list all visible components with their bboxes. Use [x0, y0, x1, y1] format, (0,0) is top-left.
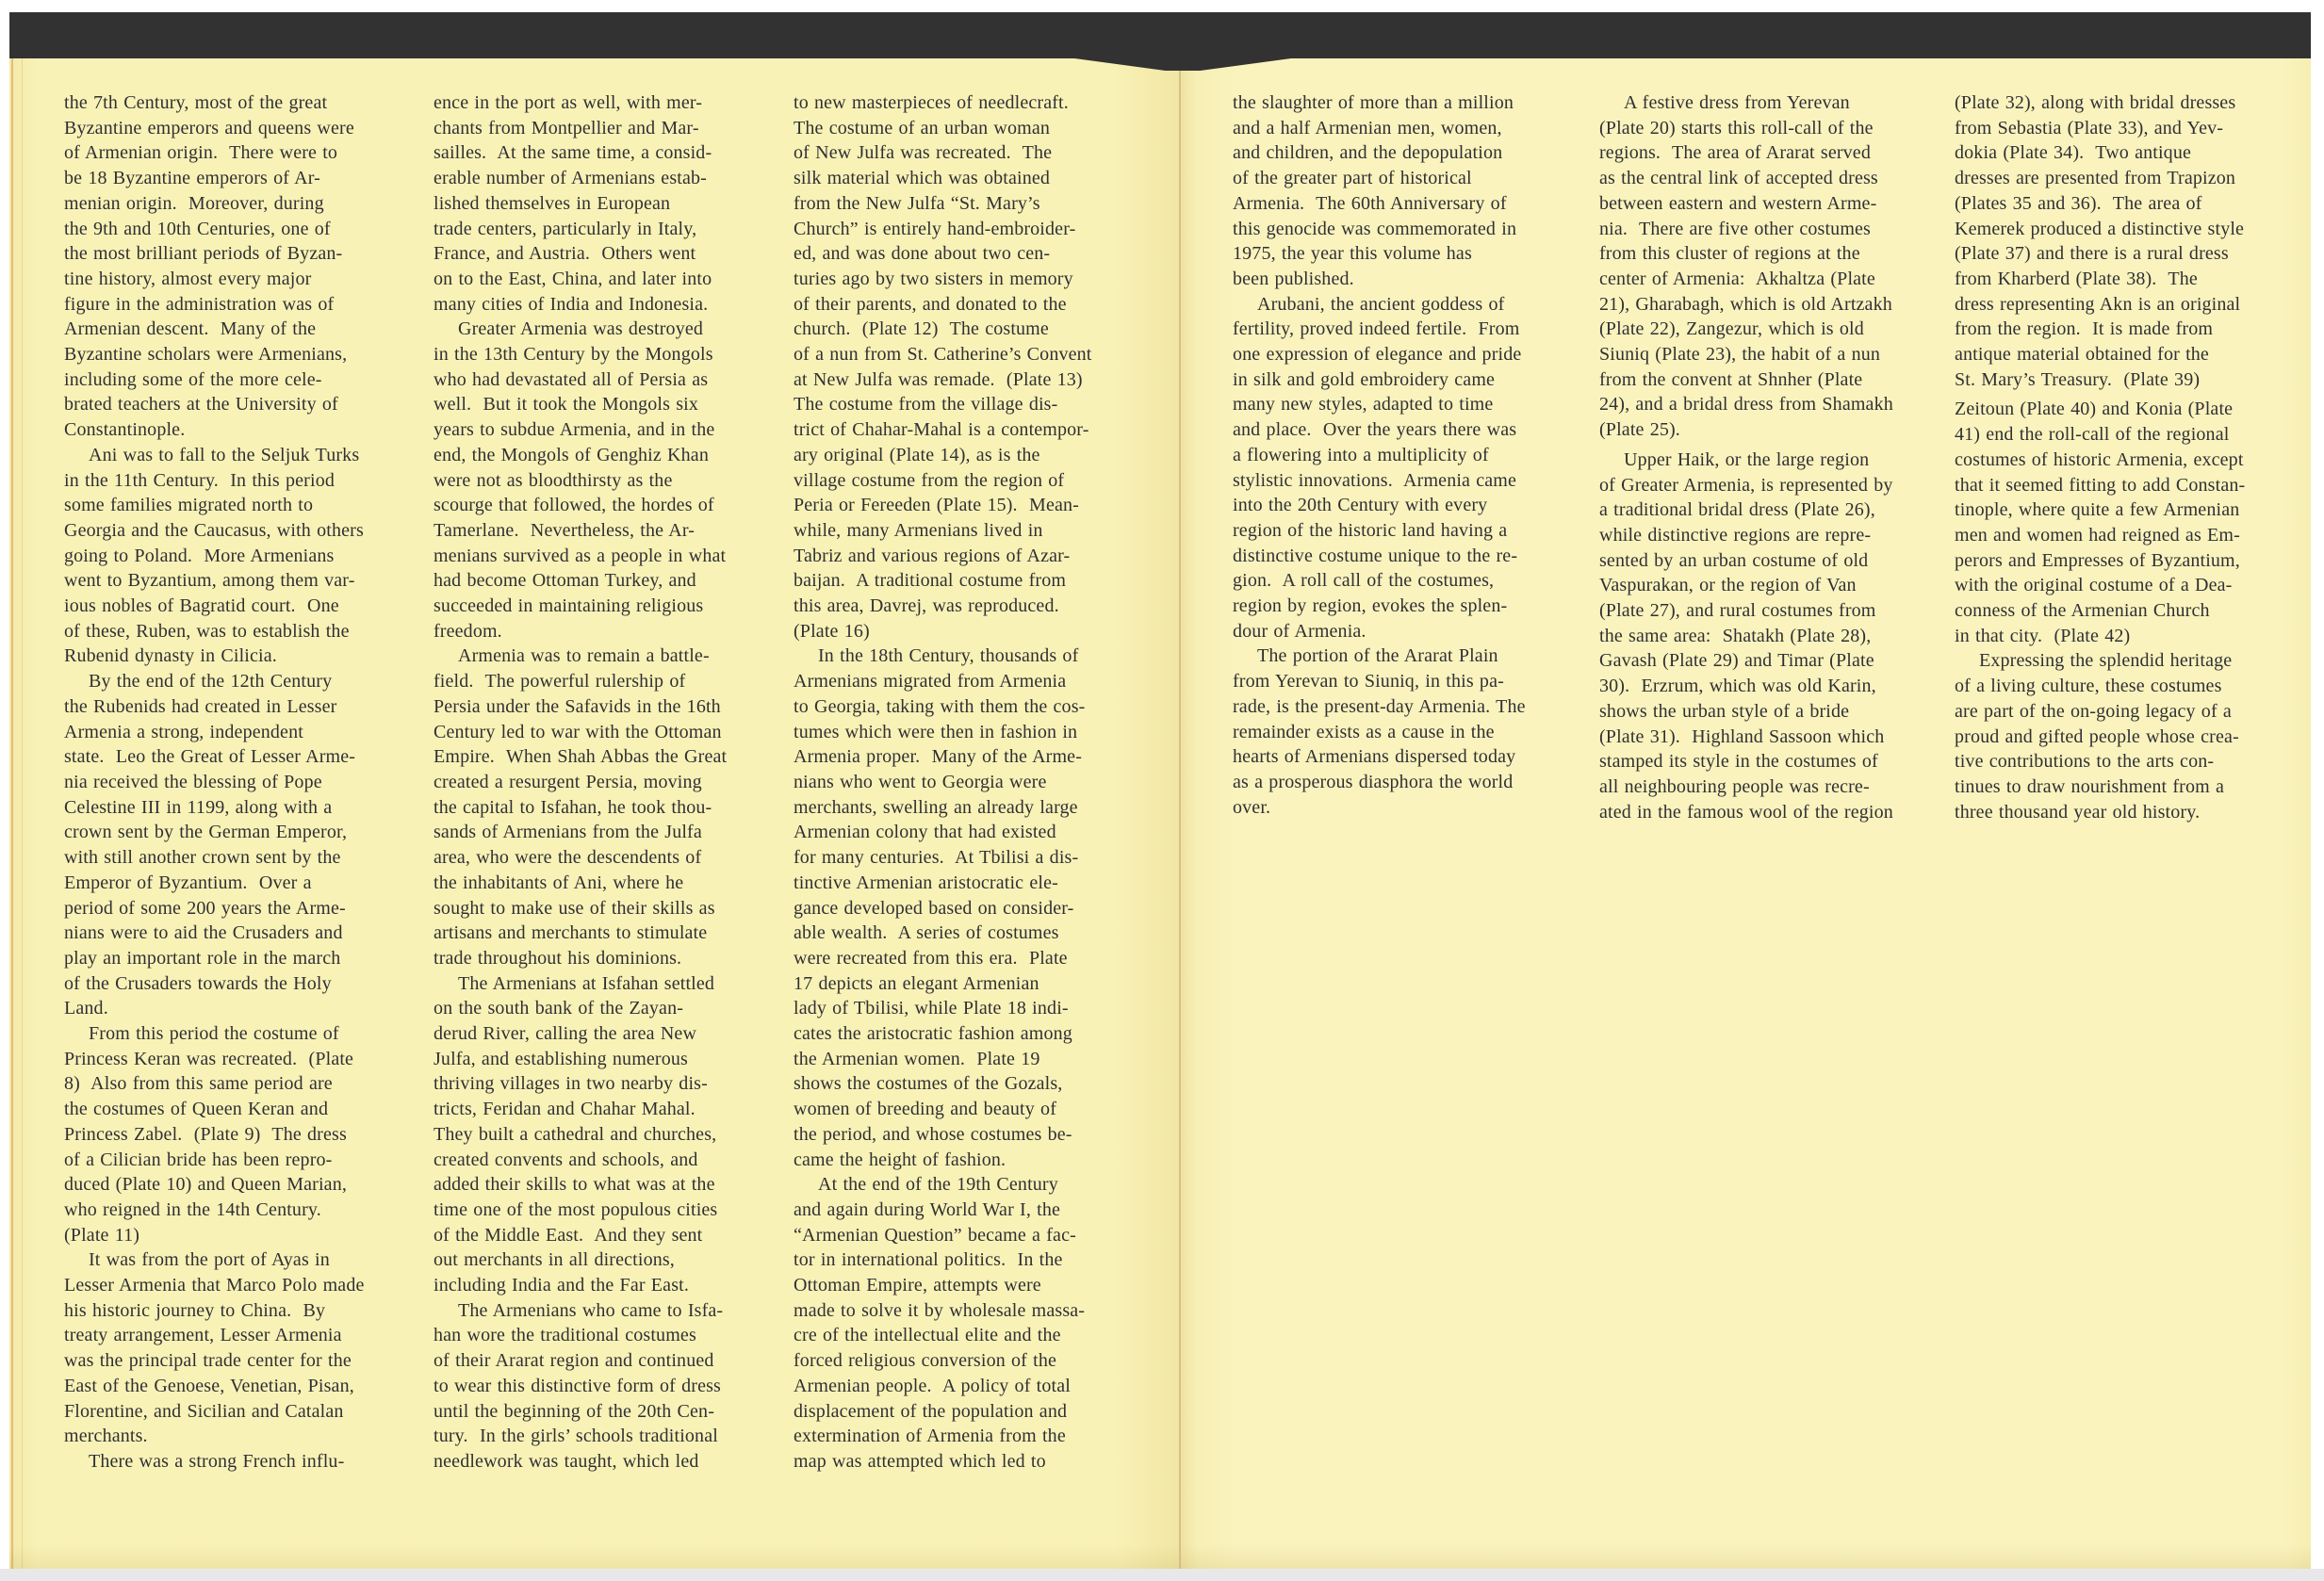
text-line: the inhabitants of Ani, where he	[434, 872, 684, 893]
text-line: play an important role in the march	[64, 947, 341, 969]
text-line: Armenia. The 60th Anniversary of	[1233, 192, 1507, 214]
text-line: tinctive Armenian aristocratic ele-	[794, 872, 1058, 893]
text-line: ary original (Plate 14), as is the	[794, 444, 1040, 465]
text-line: Lesser Armenia that Marco Polo made	[64, 1275, 365, 1296]
text-line: 30). Erzrum, which was old Karin,	[1599, 676, 1876, 697]
text-line: The Armenians who came to Isfa-	[458, 1299, 724, 1321]
text-line: trict of Chahar-Mahal is a contempor-	[794, 419, 1089, 441]
text-line: Rubenid dynasty in Cilicia.	[64, 645, 277, 667]
text-line: of the Middle East. And they sent	[434, 1224, 703, 1246]
text-line: tive contributions to the arts con-	[1955, 751, 2215, 773]
text-line: tinues to draw nourishment from a	[1955, 775, 2225, 797]
text-line: trade centers, particularly in Italy,	[434, 218, 697, 239]
text-line: this area, Davrej, was reproduced.	[794, 595, 1059, 617]
text-line: A festive dress from Yerevan	[1624, 92, 1850, 113]
text-line: The costume of an urban woman	[794, 117, 1051, 139]
text-line: menians survived as a people in what	[434, 545, 727, 566]
text-line: derud River, calling the area New	[434, 1023, 697, 1045]
paragraph	[64, 669, 420, 1021]
text-line: dour of Armenia.	[1233, 620, 1367, 642]
text-line: fertility, proved indeed fertile. From	[1233, 318, 1520, 340]
text-line: who reigned in the 14th Century.	[64, 1198, 321, 1220]
text-line: merchants, swelling an already large	[794, 796, 1078, 818]
text-line: Upper Haik, or the large region	[1624, 448, 1870, 470]
paragraph	[64, 443, 420, 669]
text-line: Tamerlane. Nevertheless, the Ar-	[434, 519, 696, 541]
text-line: nians were to aid the Crusaders and	[64, 922, 343, 944]
text-line: been published.	[1233, 268, 1354, 289]
text-line: sailles. At the same time, a consid-	[434, 142, 712, 164]
text-line: In the 18th Century, thousands of	[818, 645, 1079, 667]
paragraph	[1955, 648, 2311, 824]
paragraph	[434, 317, 790, 644]
text-line: from the convent at Shnher (Plate	[1599, 368, 1863, 390]
text-line: hearts of Armenians dispersed today	[1233, 746, 1516, 768]
text-line: Georgia and the Caucasus, with others	[64, 519, 364, 541]
text-line: came the height of fashion.	[794, 1149, 1007, 1170]
text-line: men and women had reigned as Em-	[1955, 524, 2240, 546]
text-line: It was from the port of Ayas in	[89, 1249, 330, 1271]
text-line: as a prosperous diasphora the world	[1233, 771, 1514, 792]
text-line: Celestine III in 1199, along with a	[64, 796, 333, 818]
left-page-edge-line	[11, 58, 13, 1569]
text-line: stylistic innovations. Armenia came	[1233, 469, 1517, 491]
text-line: to Georgia, taking with them the cos-	[794, 695, 1086, 717]
text-line: the Rubenids had created in Lesser	[64, 695, 337, 717]
text-line: on the south bank of the Zayan-	[434, 998, 684, 1019]
text-line: was the principal trade center for the	[64, 1350, 352, 1372]
text-line: of their parents, and donated to the	[794, 293, 1067, 315]
text-line: that it seemed fitting to add Constan-	[1955, 474, 2246, 496]
text-line: his historic journey to China. By	[64, 1299, 326, 1321]
text-line: ence in the port as well, with mer-	[434, 92, 703, 113]
text-line: the 9th and 10th Centuries, one of	[64, 218, 331, 239]
text-line: ed, and was done about two cen-	[794, 243, 1051, 265]
text-line: in that city. (Plate 42)	[1955, 625, 2131, 646]
text-line: went to Byzantium, among them var-	[64, 570, 355, 592]
text-line: Peria or Fereeden (Plate 15). Mean-	[794, 495, 1079, 516]
text-line: gance developed based on consider-	[794, 897, 1074, 919]
text-line: of these, Ruben, was to establish the	[64, 620, 350, 642]
text-line: scourge that followed, the hordes of	[434, 495, 714, 516]
text-line: the 7th Century, most of the great	[64, 92, 328, 113]
text-line: Persia under the Safavids in the 16th	[434, 695, 721, 717]
text-line: 41) end the roll-call of the regional	[1955, 424, 2230, 446]
text-line: ious nobles of Bagratid court. One	[64, 595, 339, 617]
text-line: region of the historic land having a	[1233, 519, 1508, 541]
text-line: Gavash (Plate 29) and Timar (Plate	[1599, 650, 1874, 672]
text-line: Florentine, and Sicilian and Catalan	[64, 1400, 344, 1422]
text-line: menian origin. Moreover, during	[64, 192, 324, 214]
text-line: are part of the on-going legacy of a	[1955, 700, 2232, 722]
text-line: the Armenian women. Plate 19	[794, 1048, 1040, 1069]
text-line: The portion of the Ararat Plain	[1257, 645, 1498, 667]
paragraph	[434, 971, 790, 1298]
book-spread	[9, 58, 2311, 1569]
text-line: brated teachers at the University of	[64, 394, 338, 416]
text-line: Kemerek produced a distinctive style	[1955, 218, 2245, 239]
text-line: 8) Also from this same period are	[64, 1073, 333, 1095]
text-line: a traditional bridal dress (Plate 26),	[1599, 499, 1875, 521]
text-line: (Plate 16)	[794, 620, 870, 642]
text-line: dress representing Akn is an original	[1955, 293, 2241, 315]
text-line: tricts, Feridan and Chahar Mahal.	[434, 1099, 696, 1120]
text-line: the same area: Shatakh (Plate 28),	[1599, 625, 1872, 646]
text-line: women of breeding and beauty of	[794, 1099, 1057, 1120]
text-column-3	[794, 90, 1150, 1475]
text-line: regions. The area of Ararat served	[1599, 142, 1871, 164]
text-line: field. The powerful rulership of	[434, 671, 686, 693]
text-line: many new styles, adapted to time	[1233, 394, 1494, 416]
text-line: and a half Armenian men, women,	[1233, 117, 1502, 139]
text-line: Armenia proper. Many of the Arme-	[794, 746, 1083, 768]
text-line: freedom.	[434, 620, 502, 642]
text-line: antique material obtained for the	[1955, 344, 2209, 366]
text-line: figure in the administration was of	[64, 293, 335, 315]
text-line: in silk and gold embroidery came	[1233, 368, 1496, 390]
text-line: time one of the most populous cities	[434, 1198, 718, 1220]
text-line: Tabriz and various regions of Azar-	[794, 545, 1071, 566]
text-line: (Plate 25).	[1599, 419, 1680, 441]
text-line: of the greater part of historical	[1233, 168, 1472, 189]
text-line: rade, is the present-day Armenia. The	[1233, 695, 1526, 717]
text-line: created a resurgent Persia, moving	[434, 771, 702, 792]
text-line: into the 20th Century with every	[1233, 495, 1488, 516]
bottom-gray-strip	[0, 1569, 2324, 1581]
text-line: the capital to Isfahan, he took thou-	[434, 796, 712, 818]
text-line: nia. There are five other costumes	[1599, 218, 1871, 239]
text-line: tury. In the girls’ schools traditional	[434, 1426, 718, 1447]
text-line: proud and gifted people whose crea-	[1955, 725, 2239, 747]
text-line: St. Mary’s Treasury. (Plate 39)	[1955, 368, 2201, 390]
text-line: the most brilliant periods of Byzan-	[64, 243, 343, 265]
text-line: stamped its style in the costumes of	[1599, 751, 1878, 773]
paragraph	[434, 644, 790, 970]
text-line: artisans and merchants to stimulate	[434, 922, 708, 944]
paragraph	[1599, 448, 1956, 825]
text-line: including some of the more cele-	[64, 368, 322, 390]
text-line: “Armenian Question” became a fac-	[794, 1224, 1076, 1246]
text-line: forced religious conversion of the	[794, 1350, 1057, 1372]
paragraph	[434, 1298, 790, 1475]
text-line: map was attempted which led to	[794, 1450, 1046, 1472]
text-line: trade throughout his dominions.	[434, 947, 682, 969]
text-line: Armenian descent. Many of the	[64, 318, 317, 340]
text-column-2	[434, 90, 790, 1475]
paragraph	[64, 1247, 420, 1449]
text-line: The costume from the village dis-	[794, 394, 1058, 416]
text-line: tine history, almost every major	[64, 268, 312, 289]
text-line: the slaughter of more than a million	[1233, 92, 1514, 113]
text-line: Church” is entirely hand-embroider-	[794, 218, 1076, 239]
text-line: and again during World War I, the	[794, 1198, 1061, 1220]
text-line: of their Ararat region and continued	[434, 1350, 714, 1372]
text-line: from this cluster of regions at the	[1599, 243, 1860, 265]
paragraph	[794, 90, 1150, 644]
text-line: the costumes of Queen Keran and	[64, 1099, 329, 1120]
text-line: (Plate 22), Zangezur, which is old	[1599, 318, 1864, 340]
text-line: until the beginning of the 20th Cen-	[434, 1400, 715, 1422]
text-line: and children, and the depopulation	[1233, 142, 1503, 164]
text-line: (Plate 31). Highland Sassoon which	[1599, 725, 1885, 747]
text-line: from the region. It is made from	[1955, 318, 2214, 340]
text-line: of Armenian origin. There were to	[64, 142, 338, 164]
text-line: Armenia was to remain a battle-	[458, 645, 710, 667]
text-line: dresses are presented from Trapizon	[1955, 168, 2236, 189]
text-line: had become Ottoman Turkey, and	[434, 570, 696, 592]
text-line: of the Crusaders towards the Holy	[64, 972, 332, 994]
text-line: (Plate 37) and there is a rural dress	[1955, 243, 2229, 265]
text-line: Constantinople.	[64, 419, 186, 441]
text-line: Julfa, and establishing numerous	[434, 1048, 688, 1069]
text-line: were not as bloodthirsty as the	[434, 469, 673, 491]
text-line: well. But it took the Mongols six	[434, 394, 698, 416]
paragraph	[64, 1449, 420, 1475]
text-line: Princess Keran was recreated. (Plate	[64, 1048, 354, 1069]
text-line: created convents and schools, and	[434, 1149, 698, 1170]
text-column-6	[1955, 90, 2311, 824]
text-line: Ani was to fall to the Seljuk Turks	[89, 444, 360, 465]
text-line: who had devastated all of Persia as	[434, 368, 709, 390]
text-line: 1975, the year this volume has	[1233, 243, 1472, 265]
text-line: in the 13th Century by the Mongols	[434, 344, 713, 366]
paragraph	[64, 90, 420, 443]
text-line: while, many Armenians lived in	[794, 519, 1043, 541]
text-line: Vaspurakan, or the region of Van	[1599, 575, 1857, 596]
text-line: 24), and a bridal dress from Shamakh	[1599, 394, 1893, 416]
paragraph	[1233, 644, 1589, 820]
text-line: sands of Armenians from the Julfa	[434, 822, 702, 843]
text-line: baijan. A traditional costume from	[794, 570, 1067, 592]
text-line: some families migrated north to	[64, 495, 314, 516]
text-line: many cities of India and Indonesia.	[434, 293, 709, 315]
text-line: center of Armenia: Akhaltza (Plate	[1599, 268, 1875, 289]
text-line: sented by an urban costume of old	[1599, 549, 1869, 571]
text-line: Armenian colony that had existed	[794, 822, 1056, 843]
text-line: this genocide was commemorated in	[1233, 218, 1517, 239]
text-line: Byzantine scholars were Armenians,	[64, 344, 348, 366]
text-line: remainder exists as a cause in the	[1233, 721, 1495, 742]
text-line: able wealth. A series of costumes	[794, 922, 1059, 944]
text-line: Century led to war with the Ottoman	[434, 721, 722, 742]
text-line: in the 11th Century. In this period	[64, 469, 335, 491]
text-line: The Armenians at Isfahan settled	[458, 972, 715, 994]
text-line: shows the urban style of a bride	[1599, 700, 1850, 722]
text-line: lished themselves in European	[434, 192, 671, 214]
text-line: duced (Plate 10) and Queen Marian,	[64, 1174, 347, 1196]
text-line: succeeded in maintaining religious	[434, 595, 704, 617]
text-line: while distinctive regions are repre-	[1599, 524, 1872, 546]
text-line: village costume from the region of	[794, 469, 1065, 491]
text-line: over.	[1233, 796, 1271, 818]
paragraph	[434, 90, 790, 317]
text-line: Expressing the splendid heritage	[1979, 650, 2233, 672]
text-line: needlework was taught, which led	[434, 1450, 699, 1472]
text-line: There was a strong French influ-	[89, 1450, 345, 1472]
text-line: (Plates 35 and 36). The area of	[1955, 192, 2202, 214]
text-line: and place. Over the years there was	[1233, 419, 1517, 441]
text-line: going to Poland. More Armenians	[64, 545, 335, 566]
left-page-edge-line-inner	[22, 58, 23, 1569]
text-line: Empire. When Shah Abbas the Great	[434, 746, 728, 768]
text-line: From this period the costume of	[89, 1023, 339, 1045]
text-line: state. Leo the Great of Lesser Arme-	[64, 746, 356, 768]
text-line: one expression of elegance and pride	[1233, 344, 1522, 366]
text-line: all neighbouring people was recre-	[1599, 775, 1870, 797]
text-line: added their skills to what was at the	[434, 1174, 715, 1196]
text-line: including India and the Far East.	[434, 1275, 689, 1296]
text-column-4	[1233, 90, 1589, 820]
gutter-crease	[1179, 58, 1181, 1569]
text-line: Armenia a strong, independent	[64, 721, 303, 742]
text-line: nia received the blessing of Pope	[64, 771, 322, 792]
text-line: turies ago by two sisters in memory	[794, 268, 1073, 289]
text-line: Siuniq (Plate 23), the habit of a nun	[1599, 344, 1881, 366]
paragraph	[794, 644, 1150, 1172]
text-line: of a living culture, these costumes	[1955, 676, 2222, 697]
text-line: silk material which was obtained	[794, 168, 1051, 189]
text-line: period of some 200 years the Arme-	[64, 897, 346, 919]
text-line: treaty arrangement, Lesser Armenia	[64, 1325, 342, 1346]
text-line: church. (Plate 12) The costume	[794, 318, 1049, 340]
text-line: Armenian people. A policy of total	[794, 1375, 1071, 1396]
text-line: years to subdue Armenia, and in the	[434, 419, 715, 441]
text-line: from the New Julfa “St. Mary’s	[794, 192, 1040, 214]
text-line: a flowering into a multiplicity of	[1233, 444, 1489, 465]
text-line: end, the Mongols of Genghiz Khan	[434, 444, 709, 465]
text-line: shows the costumes of the Gozals,	[794, 1073, 1063, 1095]
text-line: between eastern and western Arme-	[1599, 192, 1877, 214]
text-line: from Yerevan to Siuniq, in this pa-	[1233, 671, 1504, 693]
text-line: cates the aristocratic fashion among	[794, 1023, 1072, 1045]
text-line: three thousand year old history.	[1955, 801, 2201, 823]
text-column-1	[64, 90, 420, 1475]
text-line: for many centuries. At Tbilisi a dis-	[794, 847, 1079, 869]
paragraph	[64, 1021, 420, 1247]
text-line: They built a cathedral and churches,	[434, 1123, 717, 1145]
text-line: thriving villages in two nearby dis-	[434, 1073, 708, 1095]
text-line: sought to make use of their skills as	[434, 897, 715, 919]
text-line: on to the East, China, and later into	[434, 268, 712, 289]
text-line: out merchants in all directions,	[434, 1249, 675, 1271]
text-line: (Plate 11)	[64, 1224, 140, 1246]
text-line: (Plate 32), along with bridal dresses	[1955, 92, 2236, 113]
text-line: Arubani, the ancient goddess of	[1257, 293, 1505, 315]
text-line: area, who were the descendents of	[434, 847, 702, 869]
text-line: ated in the famous wool of the region	[1599, 801, 1893, 823]
text-line: chants from Montpellier and Mar-	[434, 117, 699, 139]
text-line: of Greater Armenia, is represented by	[1599, 474, 1893, 496]
paragraph	[1955, 90, 2311, 392]
text-line: distinctive costume unique to the re-	[1233, 545, 1518, 566]
text-line: to new masterpieces of needlecraft.	[794, 92, 1069, 113]
text-column-5	[1599, 90, 1956, 824]
text-line: from Kharberd (Plate 38). The	[1955, 268, 2198, 289]
text-line: of New Julfa was recreated. The	[794, 142, 1053, 164]
text-line: crown sent by the German Emperor,	[64, 822, 348, 843]
text-line: be 18 Byzantine emperors of Ar-	[64, 168, 320, 189]
text-line: costumes of historic Armenia, except	[1955, 448, 2244, 470]
text-line: with the original costume of a Dea-	[1955, 575, 2233, 596]
text-line: 17 depicts an elegant Armenian	[794, 972, 1039, 994]
text-line: to wear this distinctive form of dress	[434, 1375, 721, 1396]
text-line: tor in international politics. In the	[794, 1249, 1063, 1271]
text-line: the period, and whose costumes be-	[794, 1123, 1072, 1145]
paragraph	[794, 1172, 1150, 1474]
top-dark-bar	[9, 12, 2311, 58]
text-line: Greater Armenia was destroyed	[458, 318, 704, 340]
text-line: By the end of the 12th Century	[89, 671, 333, 693]
text-line: tumes which were then in fashion in	[794, 721, 1078, 742]
paragraph	[1233, 90, 1589, 292]
text-line: Byzantine emperors and queens were	[64, 117, 354, 139]
text-line: Armenians migrated from Armenia	[794, 671, 1067, 693]
text-line: Emperor of Byzantium. Over a	[64, 872, 312, 893]
text-line: gion. A roll call of the costumes,	[1233, 570, 1495, 592]
text-line: (Plate 27), and rural costumes from	[1599, 600, 1876, 622]
text-line: East of the Genoese, Venetian, Pisan,	[64, 1375, 354, 1396]
text-line: with still another crown sent by the	[64, 847, 341, 869]
text-line: from Sebastia (Plate 33), and Yev-	[1955, 117, 2224, 139]
text-line: lady of Tbilisi, while Plate 18 indi-	[794, 998, 1069, 1019]
text-line: merchants.	[64, 1426, 148, 1447]
text-line: France, and Austria. Others went	[434, 243, 696, 265]
paragraph	[1599, 90, 1956, 443]
text-line: conness of the Armenian Church	[1955, 600, 2210, 622]
text-line: Ottoman Empire, attempts were	[794, 1275, 1041, 1296]
text-line: as the central link of accepted dress	[1599, 168, 1878, 189]
text-line: of a nun from St. Catherine’s Convent	[794, 344, 1092, 366]
text-line: region by region, evokes the splen-	[1233, 595, 1508, 617]
text-line: At the end of the 19th Century	[818, 1174, 1058, 1196]
text-line: perors and Empresses of Byzantium,	[1955, 549, 2240, 571]
text-line: (Plate 20) starts this roll-call of the	[1599, 117, 1874, 139]
text-line: extermination of Armenia from the	[794, 1426, 1066, 1447]
text-line: 21), Gharabagh, which is old Artzakh	[1599, 293, 1892, 315]
paragraph	[1233, 292, 1589, 644]
paragraph	[1955, 397, 2311, 648]
text-line: displacement of the population and	[794, 1400, 1068, 1422]
text-line: nians who went to Georgia were	[794, 771, 1047, 792]
text-line: Zeitoun (Plate 40) and Konia (Plate	[1955, 399, 2234, 420]
text-line: at New Julfa was remade. (Plate 13)	[794, 368, 1083, 390]
text-line: erable number of Armenians estab-	[434, 168, 707, 189]
text-line: made to solve it by wholesale massa-	[794, 1299, 1086, 1321]
text-line: of a Cilician bride has been repro-	[64, 1149, 333, 1170]
text-line: were recreated from this era. Plate	[794, 947, 1068, 969]
text-line: Princess Zabel. (Plate 9) The dress	[64, 1123, 347, 1145]
text-line: dokia (Plate 34). Two antique	[1955, 142, 2192, 164]
text-line: han wore the traditional costumes	[434, 1325, 696, 1346]
text-line: cre of the intellectual elite and the	[794, 1325, 1061, 1346]
text-line: Land.	[64, 998, 108, 1019]
text-line: tinople, where quite a few Armenian	[1955, 499, 2240, 521]
